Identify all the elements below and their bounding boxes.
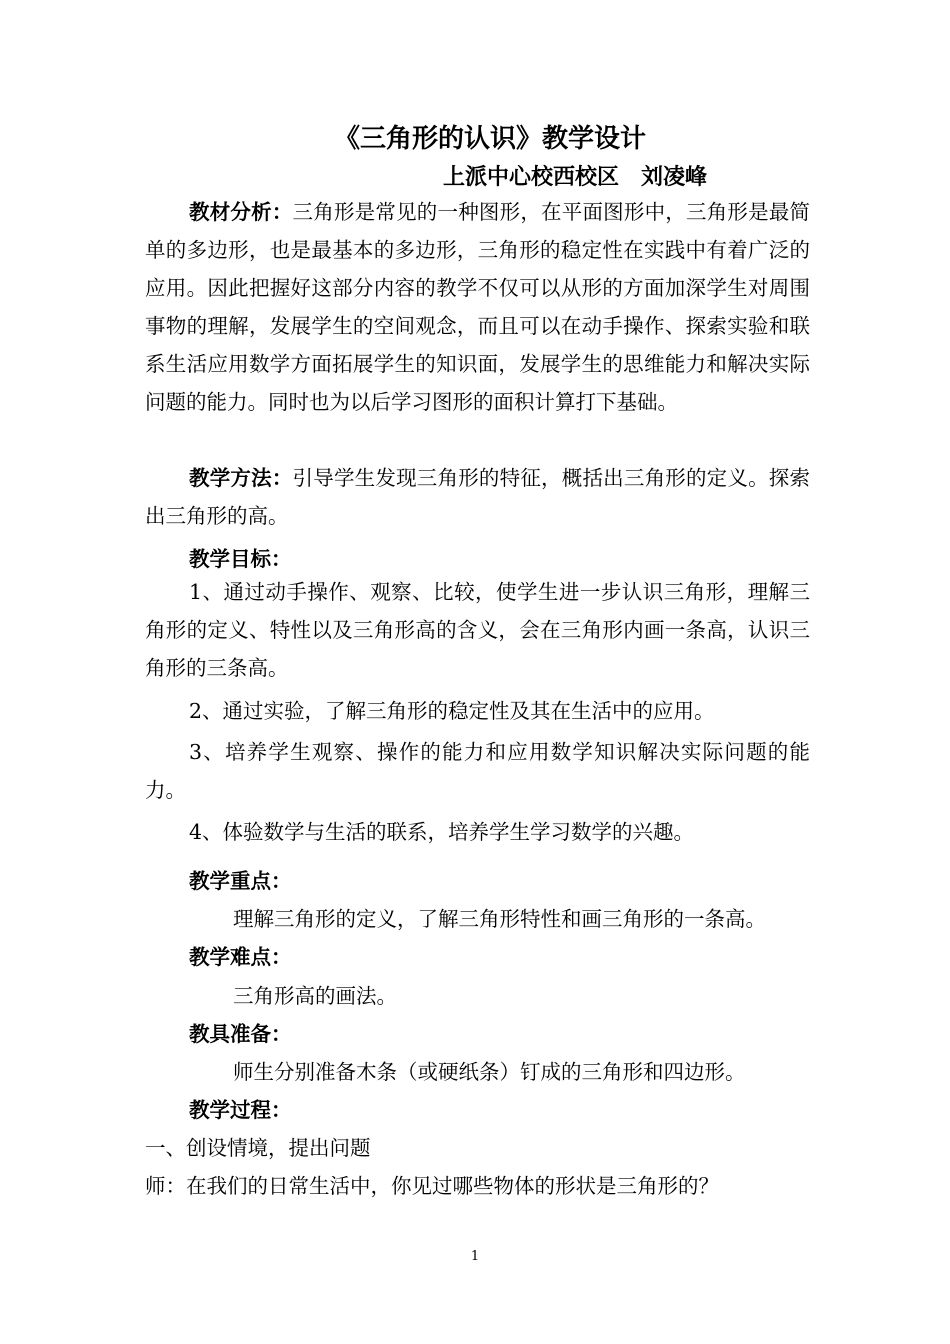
analysis-label: 教材分析： xyxy=(189,200,293,224)
tools-heading: 教具准备： xyxy=(189,1022,292,1046)
analysis-text: 三角形是常见的一种图形，在平面图形中，三角形是最简单的多边形，也是最基本的多边形，三角形的稳定性在实践中有着广泛的应用。因此把握好这部分内容的教学不仅可以从形的方面加深学生对周围事物的理解，发展学生的空间观念，而且可以在动手操作、探索实验和联系生活应用数学方面拓展学生的知识面，发展学生的思维能力和解决实际问题的能力。同时也为以后学习图形的面积计算打下基础。 xyxy=(145,200,811,414)
process-section-1: 一、创设情境，提出问题 xyxy=(145,1136,371,1160)
difficulty-heading: 教学难点： xyxy=(189,945,292,969)
goal-item-4: 4、体验数学与生活的联系，培养学生学习数学的兴趣。 xyxy=(189,820,695,844)
method-label: 教学方法： xyxy=(189,466,293,490)
method-text: 引导学生发现三角形的特征，概括出三角形的定义。探索出三角形的高。 xyxy=(145,466,811,528)
goal-item-1: 1、通过动手操作、观察、比较，使学生进一步认识三角形，理解三角形的定义、特性以及三角形高的含义，会在三角形内画一条高，认识三角形的三条高。 xyxy=(145,580,810,680)
difficulty-text: 三角形高的画法。 xyxy=(233,984,397,1008)
teacher-line: 师：在我们的日常生活中，你见过哪些物体的形状是三角形的？ xyxy=(145,1174,719,1198)
process-heading: 教学过程： xyxy=(189,1098,292,1122)
key-points-text: 理解三角形的定义，了解三角形特性和画三角形的一条高。 xyxy=(233,907,766,931)
author-line: 上派中心校西校区 刘凌峰 xyxy=(443,165,708,190)
page-number: 1 xyxy=(470,1249,480,1264)
goal-item-3: 3、培养学生观察、操作的能力和应用数学知识解决实际问题的能力。 xyxy=(145,740,810,802)
document-title: 《三角形的认识》教学设计 xyxy=(333,124,646,154)
method-paragraph xyxy=(145,459,810,535)
key-points-heading: 教学重点： xyxy=(189,869,292,893)
goal-item-2: 2、通过实验，了解三角形的稳定性及其在生活中的应用。 xyxy=(189,699,715,723)
goals-heading: 教学目标： xyxy=(189,547,292,571)
analysis-paragraph xyxy=(145,193,810,421)
tools-text: 师生分别准备木条（或硬纸条）钉成的三角形和四边形。 xyxy=(233,1060,746,1084)
